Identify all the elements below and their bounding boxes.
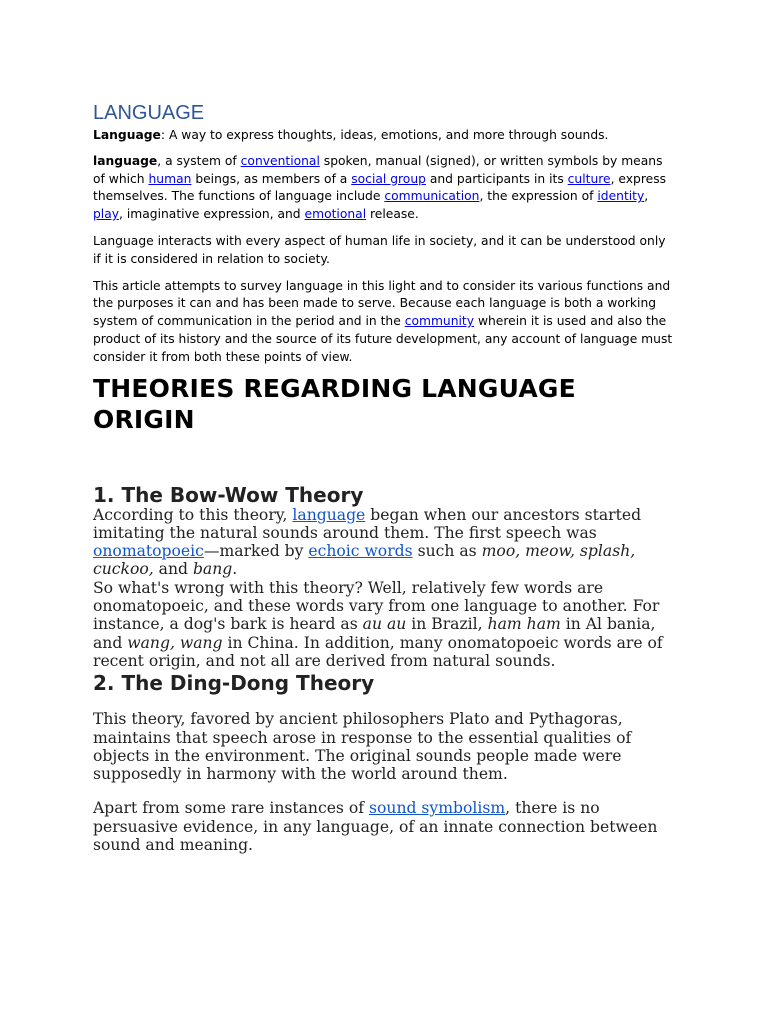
theory1-paragraph1: According to this theory, language began when our ancestors started imitating the natural sounds around them. The first speech was onomatopoeic—marked by echoic words such as moo, meow, splash, cuckoo, and bang. — [93, 505, 642, 579]
section-heading: THEORIES REGARDING LANGUAGE ORIGIN — [93, 373, 576, 434]
theory1-title: 1. The Bow-Wow Theory — [93, 482, 364, 507]
theory2-paragraph1: This theory, favored by ancient philosophers Plato and Pythagoras, maintains that speech arose in response to the essential qualities of objects in the environment. The original sounds people made were supposedly in harmony with the world around them. — [93, 710, 632, 784]
spacer — [93, 694, 675, 710]
link-identity[interactable]: identity — [597, 189, 645, 204]
link-conventional[interactable]: conventional — [240, 153, 320, 168]
theory2-paragraph2: Apart from some rare instances of sound symbolism, there is no persuasive evidence, in any language, of an innate connection between sound and meaning. — [93, 799, 658, 855]
theory2-title: 2. The Ding-Dong Theory — [93, 671, 375, 696]
link-culture[interactable]: culture — [567, 171, 611, 186]
language-system-paragraph: language, a system of conventional spoken, manual (signed), or written symbols by means of which human beings, as members of a social group and participants in its culture, express themselves. The functions of language include communication, the expression of identity, play, imaginative expression, and emotional release. — [93, 153, 667, 222]
document-title: LANGUAGE — [93, 102, 205, 124]
language-term: language — [93, 153, 158, 168]
society-paragraph: Language interacts with every aspect of human life in society, and it can be understood only if it is considered in relation to society. — [93, 233, 666, 266]
link-sound-symbolism[interactable]: sound symbolism — [369, 799, 506, 818]
link-echoic-words[interactable]: echoic words — [308, 542, 413, 561]
link-onomatopoeic[interactable]: onomatopoeic — [93, 542, 204, 561]
document-page — [93, 100, 675, 854]
link-emotional[interactable]: emotional — [304, 207, 367, 222]
link-community[interactable]: community — [404, 314, 475, 329]
link-language[interactable]: language — [292, 505, 366, 524]
link-social-group[interactable]: social group — [351, 171, 426, 186]
link-human[interactable]: human — [148, 171, 192, 186]
theory1-paragraph2: So what's wrong with this theory? Well, relatively few words are onomatopoeic, and these words vary from one language to another. For instance, a dog's bark is heard as au au in Brazil, ham ham in Al bania, and wang, wang in China. In addition, many onomatopoeic words are of recent origin, and not all are derived from natural sounds. — [93, 578, 663, 670]
spacer — [93, 435, 675, 484]
definition-term: Language — [93, 128, 161, 142]
definition-paragraph: Language: A way to express thoughts, ideas, emotions, and more through sounds. — [93, 128, 609, 142]
spacer — [93, 783, 675, 799]
survey-paragraph: This article attempts to survey language in this light and to consider its various functions and the purposes it can and has been made to serve. Because each language is both a working system of communication in the period and in the community wherein it is used and also the product of its history and the source of its future development, any account of language must consider it from both these points of view. — [93, 278, 673, 364]
link-play[interactable]: play — [93, 207, 120, 222]
link-communication[interactable]: communication — [384, 189, 480, 204]
